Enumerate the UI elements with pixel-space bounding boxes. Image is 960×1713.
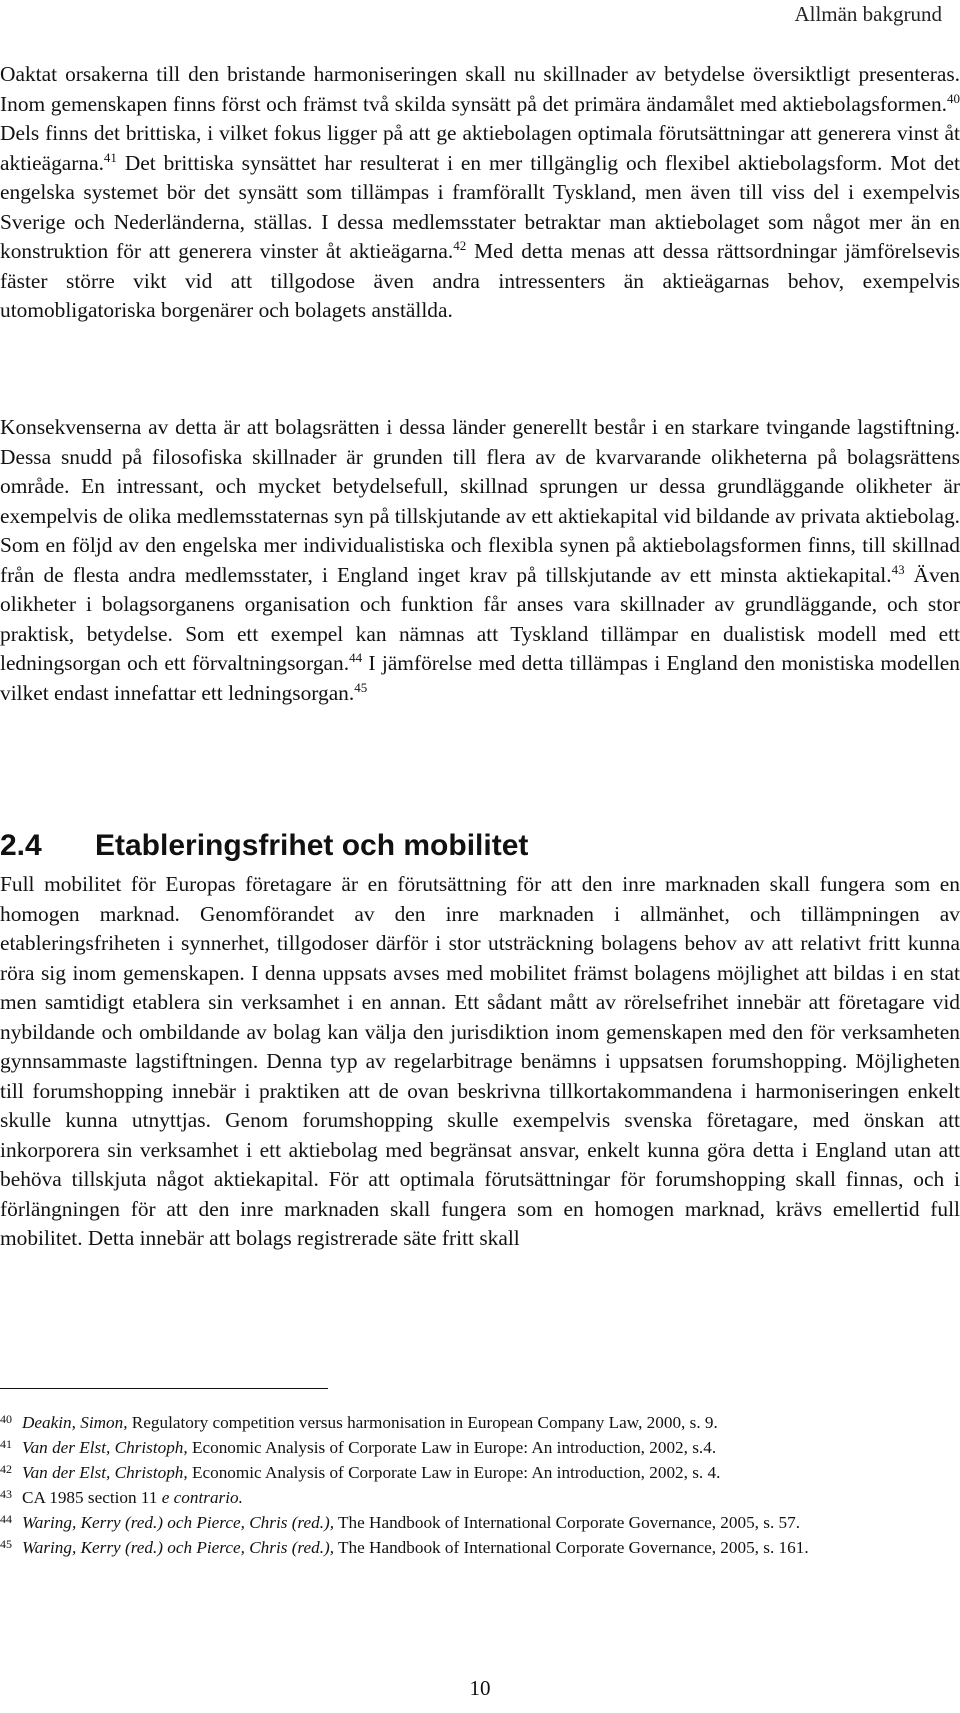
text-run: I jämförelse med detta tillämpas i England den monistiska modellen vilket endast innefattar ett ledningsorgan.	[0, 651, 960, 705]
text-run: Konsekvenserna av detta är att bolagsrätten i dessa länder generellt består i en starkare tvingande lagstiftning. Dessa snudd på filosofiska skillnader är grunden till flera av de kvarvarande olikheterna på bolagsrättens område. En intressant, och mycket betydelsefull, skillnad sprungen ur dessa grundläggande olikheter är exempelvis de olika medlemsstaternas syn på tillskjutande av ett aktiekapital vid bildande av privata aktiebolag. Som en följd av den engelska mer individualistiska och flexibla synen på aktiebolagsformen finns, till skillnad från de flesta andra medlemsstater, i England inget krav på tillskjutande av ett minsta aktiekapital.	[0, 415, 960, 587]
footnote-reference: 40	[947, 90, 960, 106]
footnote	[0, 1535, 960, 1560]
footnote	[0, 1460, 960, 1485]
footnote-text: The Handbook of International Corporate Governance, 2005, s. 57.	[334, 1513, 801, 1532]
page-number: 10	[469, 1676, 491, 1700]
footnote-text: Regulatory competition versus harmonisation in European Company Law, 2000, s. 9.	[127, 1413, 718, 1432]
footnote-author: Waring, Kerry (red.) och Pierce, Chris (red.),	[22, 1538, 335, 1557]
footnote	[0, 1410, 960, 1435]
section-heading	[0, 828, 528, 864]
footnote-author: Van der Elst, Christoph,	[22, 1463, 188, 1482]
footnote	[0, 1485, 960, 1510]
footnote-text: The Handbook of International Corporate Governance, 2005, s. 161.	[334, 1538, 809, 1557]
section-title: Etableringsfrihet och mobilitet	[95, 829, 529, 862]
text-run: Det brittiska synsättet har resulterat i en mer tillgänglig och flexibel aktiebolagsform. Mot det engelska systemet bör det synsätt som tillämpas i framförallt Tyskland, men även till viss del i exempelvis Sverige och Nederländerna, ställas. I dessa medlemsstater betraktar man aktiebolaget som något mer än en konstruktion för att generera vinster åt aktieägarna.	[0, 150, 960, 263]
footnote-reference: 43	[891, 561, 905, 577]
text-run: Dels finns det brittiska, i vilket fokus ligger på att ge aktiebolagen optimala förutsättningar att generera vinst åt aktieägarna.	[0, 121, 960, 175]
footnote-author: Waring, Kerry (red.) och Pierce, Chris (red.),	[22, 1513, 335, 1532]
footnote	[0, 1435, 960, 1460]
footnote-author: Van der Elst, Christoph,	[22, 1438, 188, 1457]
footnote-text: CA 1985 section 11	[22, 1488, 162, 1507]
footnote-text: Economic Analysis of Corporate Law in Europe: An introduction, 2002, s.4.	[187, 1438, 717, 1457]
footnote-number: 40	[0, 1412, 12, 1426]
footnote-number: 43	[0, 1487, 12, 1501]
footnote-number: 45	[0, 1537, 12, 1551]
footnote-author: Deakin, Simon,	[22, 1413, 128, 1432]
footnote-number: 44	[0, 1512, 12, 1526]
body-paragraph	[0, 60, 960, 326]
text-run: Med detta menas att dessa rättsordningar jämförelsevis fäster större vikt vid att tillgodose även andra intressenters än aktieägarnas behov, exempelvis utomobligatoriska borgenärer och bolagets anställda.	[0, 239, 960, 322]
footnote-reference: 41	[103, 149, 117, 165]
footnote-reference: 44	[349, 650, 363, 665]
text-run: Oaktat orsakerna till den bristande harmoniseringen skall nu skillnader av betydelse översiktligt presenteras. Inom gemenskapen finns först och främst två skilda synsätt på det primära ändamålet med aktiebolagsformen.	[0, 62, 960, 116]
running-header: Allmän bakgrund	[794, 2, 942, 26]
section-number: 2.4	[0, 829, 42, 862]
text-run: Full mobilitet för Europas företagare är en förutsättning för att den inre marknaden skall fungera som en homogen marknad. Genomförandet av den inre marknaden i allmänhet, och tillämpningen av etableringsfriheten i synnerhet, tillgodoser därför i stor utsträckning bolagens behov av att relativt fritt kunna röra sig inom gemenskapen. I denna uppsats avses med mobilitet främst bolagens möjlighet att bildas i en stat men samtidigt etablera sin verksamhet i en annan. Ett sådant mått av rörelsefrihet innebär att företagare vid nybildande och ombildande av bolag kan välja den jurisdiktion inom gemenskapen med den för verksamheten gynnsammaste lagstiftningen. Denna typ av regelarbitrage benämns i uppsatsen forumshopping. Möjligheten till forumshopping innebär i praktiken att de ovan beskrivna tillkortakommandena i harmoniseringen enkelt skulle kunna utnyttjas. Genom forumshopping skulle exempelvis svenska företagare, med önskan att inkorporera sin verksamhet i ett aktiebolag med begränsat ansvar, enkelt kunna göra detta i England utan att behöva tillskjuta något aktiekapital. För att optimala förutsättningar för forumshopping skall finnas, och i förlängningen för att den inre marknaden skall fungera som en homogen marknad, krävs emellertid full mobilitet. Detta innebär att bolags registrerade säte fritt skall	[0, 872, 960, 1250]
footnote-separator	[0, 1388, 328, 1389]
footnote-author: e contrario.	[161, 1488, 243, 1507]
footnote-number: 42	[0, 1462, 12, 1476]
footnote-reference: 42	[453, 238, 467, 253]
footnote-reference: 45	[354, 679, 368, 695]
body-paragraph	[0, 870, 960, 1254]
text-run: Även olikheter i bolagsorganens organisation och funktion får anses vara skillnader av grundläggande, och stor praktisk, betydelse. Som ett exempel kan nämnas att Tyskland tillämpar en dualistisk modell med ett ledningsorgan och ett förvaltningsorgan.	[0, 562, 960, 675]
footnote-text: Economic Analysis of Corporate Law in Europe: An introduction, 2002, s. 4.	[187, 1463, 721, 1482]
footnote	[0, 1510, 960, 1535]
footnote-number: 41	[0, 1437, 12, 1451]
body-paragraph	[0, 413, 960, 708]
footnotes	[0, 1410, 960, 1560]
